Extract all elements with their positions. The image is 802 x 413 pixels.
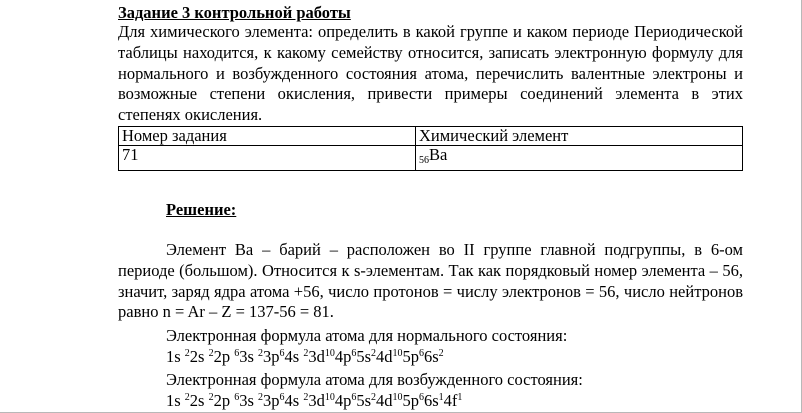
electron-count: 6 <box>279 392 285 403</box>
header-chemical-element: Химический элемент <box>416 126 743 145</box>
electron-count: 2 <box>208 348 214 359</box>
normal-state-formula <box>166 347 444 367</box>
table-row <box>119 145 743 170</box>
orbital-term: 4p <box>334 347 352 366</box>
excited-state-formula <box>166 391 462 411</box>
electron-count: 6 <box>351 348 357 359</box>
orbital-term: 3p <box>263 347 280 366</box>
orbital-term: 3s <box>239 347 259 366</box>
electron-count: 2 <box>438 348 444 359</box>
electron-count: 2 <box>303 392 309 403</box>
orbital-term: 4d <box>375 391 393 410</box>
electron-count: 10 <box>392 348 403 359</box>
normal-state-label: Электронная формула атома для нормального состояния: <box>166 326 568 345</box>
header-task-number: Номер задания <box>119 126 416 145</box>
orbital-term: 4d <box>375 347 393 366</box>
excited-state-label: Электронная формула атома для возбужденного состояния: <box>166 370 583 389</box>
table-header-row <box>119 126 743 145</box>
electron-count: 6 <box>234 348 240 359</box>
element-symbol: Ba <box>429 144 448 164</box>
electron-count: 1 <box>457 392 463 403</box>
orbital-term: 3d <box>308 347 325 366</box>
solution-heading: Решение: <box>166 200 237 219</box>
electron-count: 10 <box>392 392 403 403</box>
task-description: Для химического элемента: определить в какой группе и каком периоде Периодической таблицы находится, к какому семейству относится, записать электронную формулу для нормального и возбужденного состояния атома, перечислить валентные электроны и возможные степени окисления, привести примеры соединений элемента в этих степенях окисления. <box>118 22 743 125</box>
orbital-term: 1s <box>166 391 185 410</box>
electron-count: 2 <box>258 348 264 359</box>
electron-count: 2 <box>258 392 264 403</box>
orbital-term: 4p <box>334 391 352 410</box>
task-number-cell: 71 <box>119 145 416 170</box>
electron-count: 2 <box>370 348 376 359</box>
orbital-term: 5p <box>402 347 419 366</box>
electron-count: 2 <box>303 348 309 359</box>
electron-count: 2 <box>184 348 190 359</box>
orbital-term: 3d <box>308 391 325 410</box>
orbital-term: 3s <box>239 391 259 410</box>
orbital-term: 4s <box>284 347 304 366</box>
element-cell <box>416 145 743 170</box>
electron-count: 10 <box>324 348 335 359</box>
orbital-term: 2p <box>213 391 235 410</box>
electron-count: 2 <box>370 392 376 403</box>
solution-body <box>118 240 743 323</box>
page-title: Задание 3 контрольной работы <box>118 3 351 22</box>
task-table <box>118 126 743 171</box>
orbital-term: 6s <box>423 391 439 410</box>
orbital-term: 2s <box>189 347 209 366</box>
orbital-term: 3p <box>263 391 280 410</box>
orbital-term: 4s <box>284 391 304 410</box>
solution-paragraph: Элемент Ba – барий – расположен во II группе главной подгруппы, в 6-ом периоде (большом). Относится к s-элементам. Так как порядковый номер элемента – 56, значит, заряд ядра атома +56, число протонов = числу электронов = 56, число нейтронов равно n = Ar – Z = 137-56 = 81. <box>118 240 743 322</box>
electron-count: 1 <box>438 392 444 403</box>
orbital-term: 1s <box>166 347 185 366</box>
atomic-number: 56 <box>419 154 429 166</box>
electron-count: 2 <box>184 392 190 403</box>
orbital-term: 5s <box>356 347 371 366</box>
electron-count: 6 <box>418 392 424 403</box>
orbital-term: 2s <box>189 391 209 410</box>
orbital-term: 5s <box>356 391 371 410</box>
electron-count: 6 <box>234 392 240 403</box>
orbital-term: 4f <box>443 391 458 410</box>
electron-count: 10 <box>324 392 335 403</box>
electron-count: 6 <box>418 348 424 359</box>
orbital-term: 5p <box>402 391 419 410</box>
task-section <box>118 0 743 171</box>
electron-count: 2 <box>208 392 214 403</box>
orbital-term: 6s <box>423 347 439 366</box>
electron-count: 6 <box>351 392 357 403</box>
orbital-term: 2p <box>213 347 235 366</box>
electron-count: 6 <box>279 348 285 359</box>
